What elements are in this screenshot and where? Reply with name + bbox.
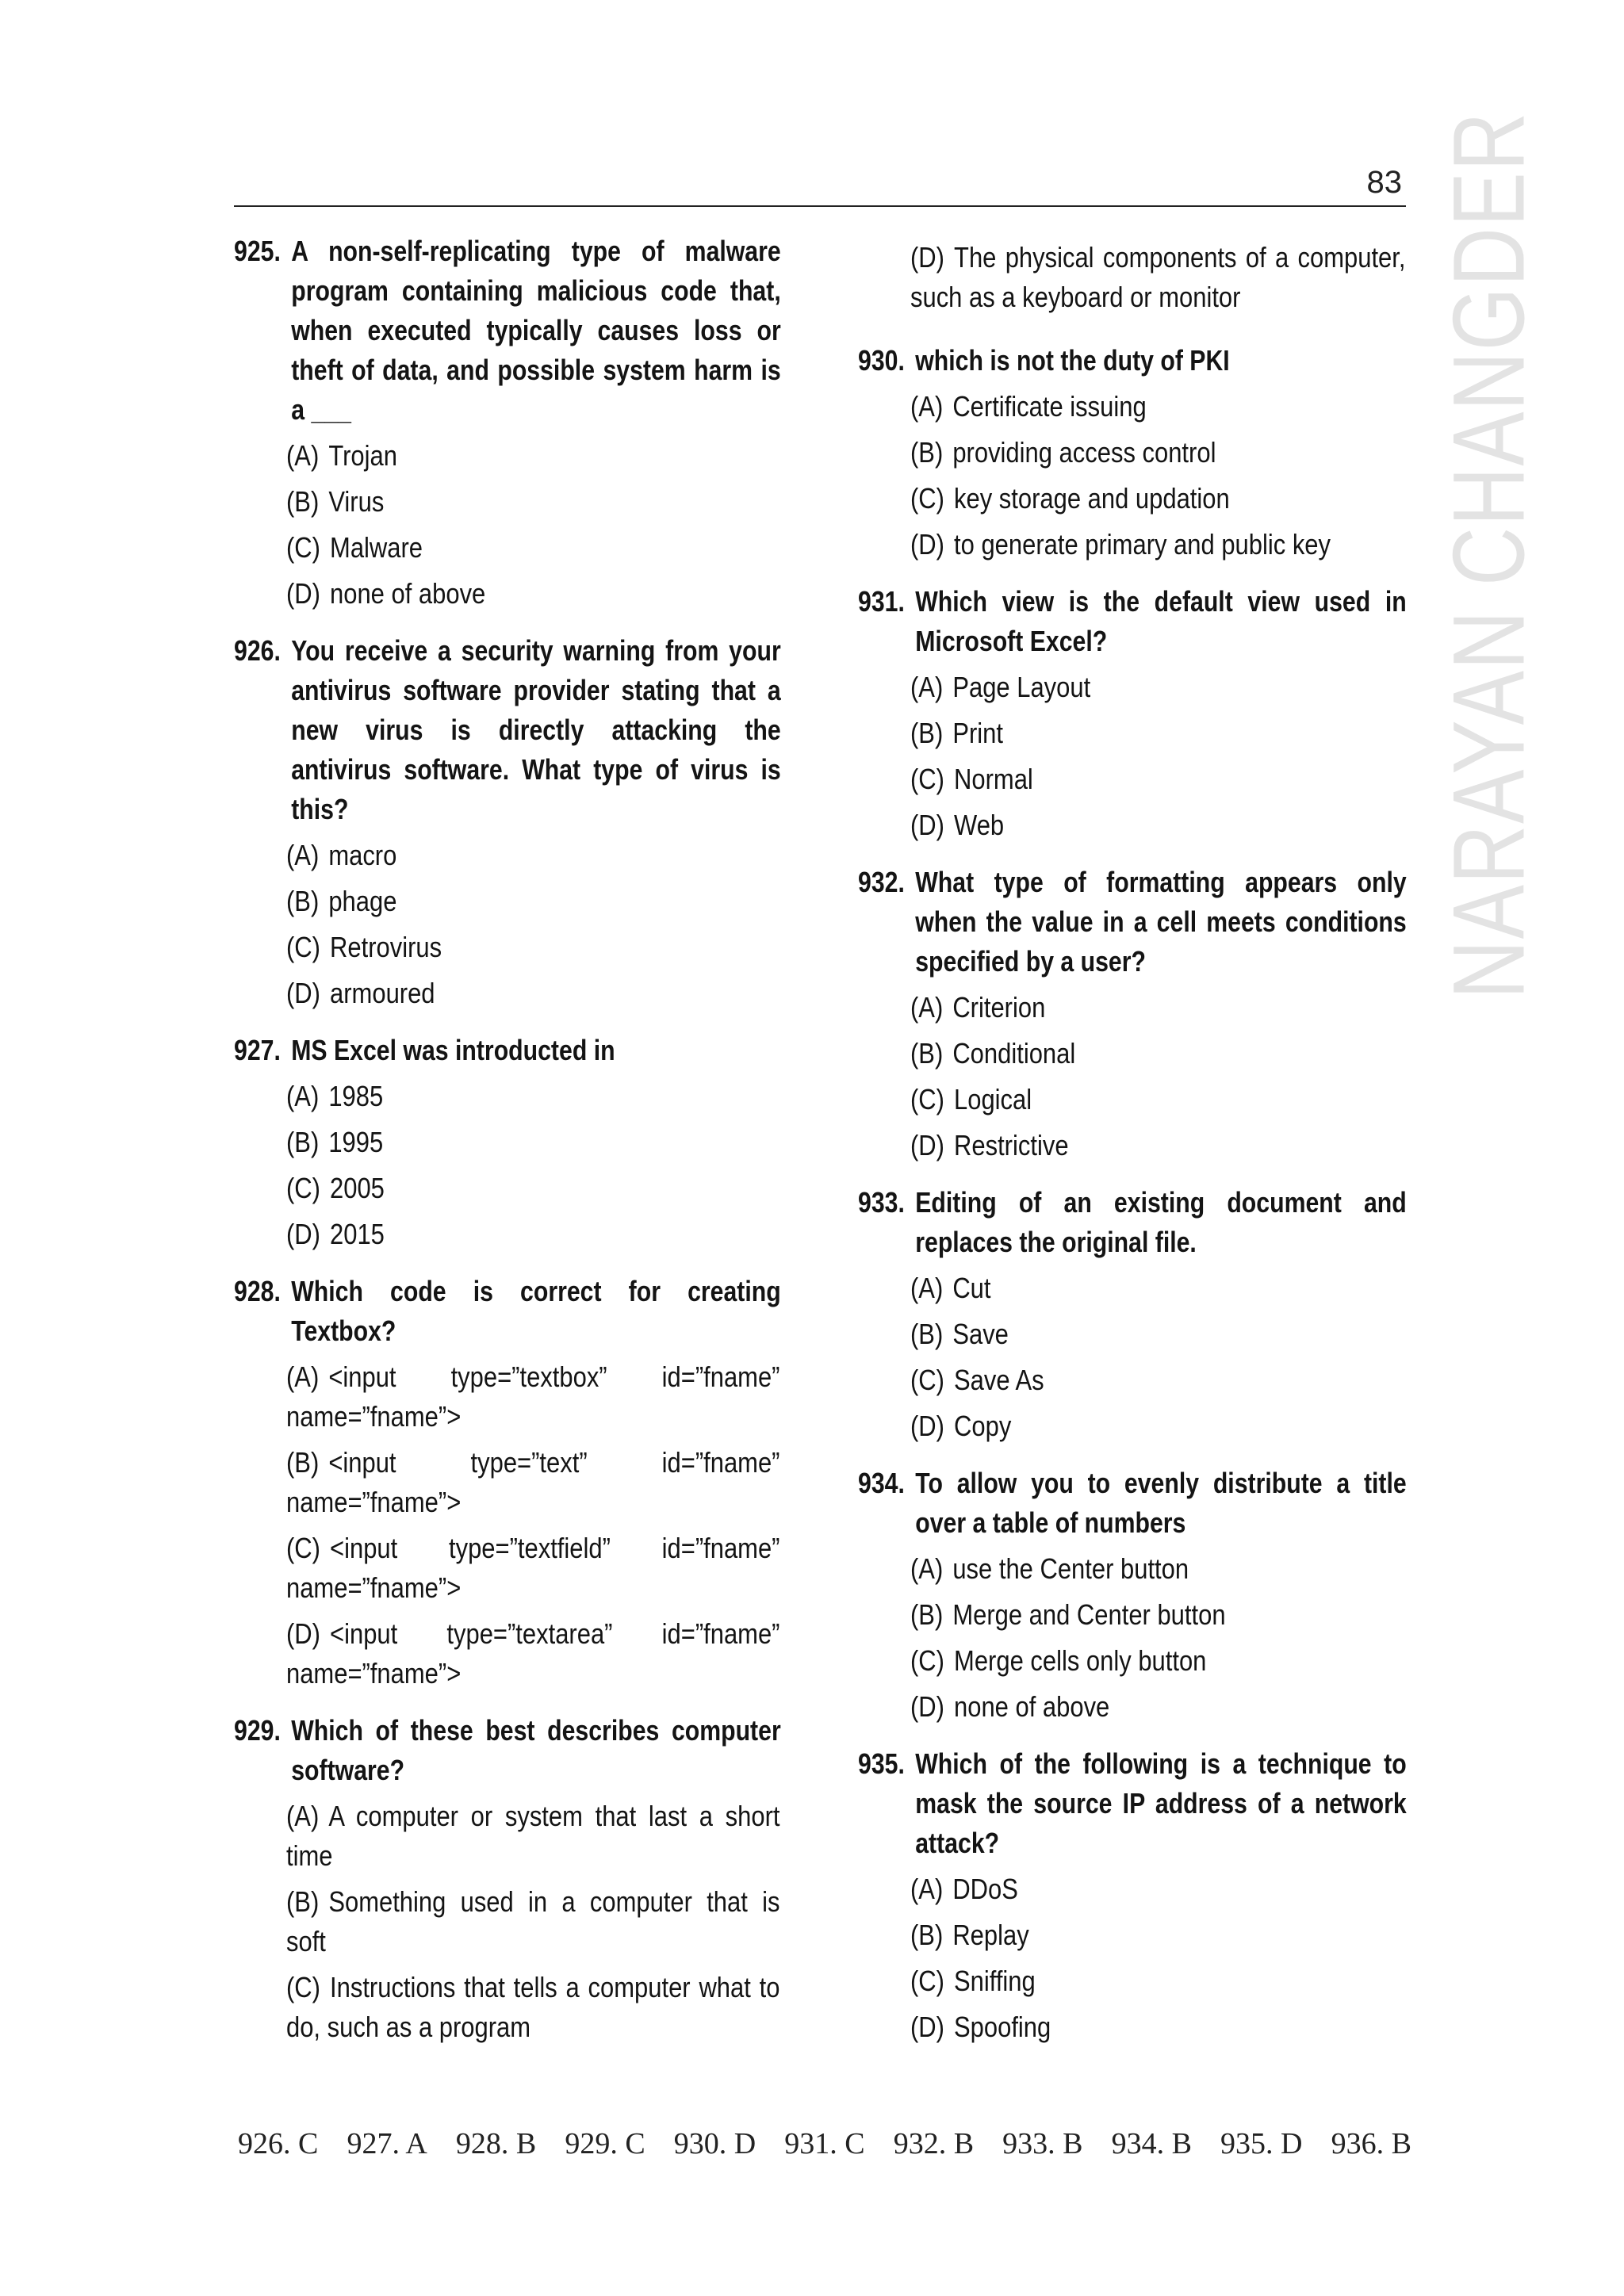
option-c: (C) key storage and updation [910, 482, 1230, 515]
question-text: Which of the following is a technique to mask the source IP address of a network attack? [915, 1747, 1407, 1859]
option-a: (A) A computer or system that last a short time [286, 1800, 780, 1872]
option-b: (B) phage [286, 885, 397, 917]
options [286, 436, 781, 614]
option-a: (A) 1985 [286, 1080, 384, 1112]
answer-item: 930. D [673, 2127, 756, 2160]
option-a: (A) <input type=”textbox” id=”fname” name=”fname”> [286, 1360, 780, 1433]
option-d: (D) to generate primary and public key [910, 528, 1331, 561]
option-a: (A) Cut [910, 1272, 991, 1304]
option-b: (B) Save [910, 1318, 1009, 1350]
option-d: (D) 2015 [286, 1218, 385, 1250]
options [910, 1549, 1407, 1727]
option-c: (C) Normal [910, 763, 1033, 795]
option-d: (D) The physical components of a computer, such as a keyboard or monitor [910, 241, 1406, 313]
question-number: 932. [858, 866, 905, 898]
option-d: (D) Copy [910, 1410, 1012, 1442]
question-926 [234, 631, 781, 1013]
options [910, 1869, 1407, 2047]
option-c: (C) Save As [910, 1364, 1044, 1396]
answer-item: 927. A [347, 2127, 427, 2160]
answer-item: 926. C [238, 2127, 319, 2160]
question-number: 929. [234, 1714, 281, 1747]
answer-item: 935. D [1220, 2127, 1303, 2160]
question-number: 930. [858, 344, 905, 377]
question-number: 927. [234, 1034, 281, 1066]
option-a: (A) use the Center button [910, 1552, 1189, 1585]
answer-item: 928. B [455, 2127, 537, 2160]
option-c: (C) Malware [286, 531, 423, 564]
option-a: (A) Trojan [286, 439, 397, 472]
option-c: (C) Sniffing [910, 1965, 1036, 1997]
option-b: (B) 1995 [286, 1126, 384, 1158]
answer-key [238, 2126, 1411, 2161]
question-number: 926. [234, 634, 281, 667]
options [286, 1357, 781, 1693]
question-text: A non-self-replicating type of malware program containing malicious code that, when executed typically causes loss or theft of data, and possible system harm is a ___ [291, 235, 781, 426]
question-925 [234, 232, 781, 614]
right-column [858, 232, 1407, 2064]
question-932 [858, 863, 1407, 1165]
question-number: 934. [858, 1467, 905, 1499]
question-927 [234, 1031, 781, 1254]
option-d: (D) Web [910, 809, 1005, 841]
option-d: (D) Restrictive [910, 1129, 1069, 1161]
options [910, 988, 1407, 1165]
answer-item: 936. B [1331, 2127, 1411, 2160]
question-933 [858, 1183, 1407, 1446]
question-text: which is not the duty of PKI [915, 344, 1230, 377]
question-text: Which view is the default view used in Microsoft Excel? [915, 585, 1407, 657]
option-a: (A) Criterion [910, 991, 1046, 1024]
question-929 [234, 1711, 781, 2047]
options [910, 387, 1407, 564]
question-text: Which code is correct for creating Textbox? [291, 1275, 781, 1347]
question-number: 935. [858, 1747, 905, 1780]
answer-item: 933. B [1002, 2127, 1083, 2160]
option-b: (B) Virus [286, 485, 385, 518]
option-d: (D) Spoofing [910, 2011, 1051, 2043]
question-text: What type of formatting appears only when the value in a cell meets conditions specified by a user? [915, 866, 1407, 978]
question-text: Editing of an existing document and replaces the original file. [915, 1186, 1407, 1258]
question-number: 925. [234, 235, 281, 267]
options [286, 1797, 781, 2047]
option-a: (A) DDoS [910, 1873, 1018, 1905]
question-934 [858, 1464, 1407, 1727]
option-c: (C) <input type=”textfield” id=”fname” name=”fname”> [286, 1532, 780, 1604]
watermark-text: NARAYAN CHANGDER [1432, 111, 1546, 999]
options [910, 1269, 1407, 1446]
option-a: (A) macro [286, 839, 397, 871]
question-930 [858, 341, 1407, 564]
answer-item: 929. C [565, 2127, 645, 2160]
option-d: (D) none of above [910, 1690, 1110, 1723]
option-a: (A) Certificate issuing [910, 390, 1147, 423]
question-text: Which of these best describes computer software? [291, 1714, 781, 1786]
option-a: (A) Page Layout [910, 671, 1091, 703]
page-number: 83 [1366, 165, 1402, 200]
question-935 [858, 1744, 1407, 2047]
option-c: (C) 2005 [286, 1172, 385, 1204]
option-c: (C) Merge cells only button [910, 1644, 1207, 1677]
question-text: To allow you to evenly distribute a title over a table of numbers [915, 1467, 1407, 1539]
options [286, 836, 781, 1013]
option-d: (D) none of above [286, 577, 486, 610]
question-number: 928. [234, 1275, 281, 1307]
question-number: 931. [858, 585, 905, 618]
option-b: (B) Print [910, 717, 1003, 749]
option-b: (B) Replay [910, 1919, 1029, 1951]
option-b: (B) <input type=”text” id=”fname” name=”fname”> [286, 1446, 780, 1518]
question-text: You receive a security warning from your antivirus software provider stating that a new virus is directly attacking the antivirus software. What type of virus is this? [291, 634, 781, 825]
question-929-continued [910, 238, 1407, 317]
left-column [234, 232, 781, 2064]
header-rule [234, 205, 1406, 207]
options [910, 668, 1407, 845]
answer-item: 932. B [893, 2127, 975, 2160]
option-b: (B) Something used in a computer that is soft [286, 1885, 780, 1957]
option-c: (C) Logical [910, 1083, 1032, 1115]
option-c: (C) Retrovirus [286, 931, 442, 963]
option-b: (B) providing access control [910, 436, 1216, 469]
question-number: 933. [858, 1186, 905, 1219]
question-text: MS Excel was introducted in [291, 1034, 615, 1066]
option-c: (C) Instructions that tells a computer what to do, such as a program [286, 1971, 780, 2043]
option-d: (D) armoured [286, 977, 435, 1009]
question-931 [858, 582, 1407, 845]
answer-item: 934. B [1111, 2127, 1192, 2160]
option-d: (D) <input type=”textarea” id=”fname” name=”fname”> [286, 1617, 780, 1689]
options [286, 1077, 781, 1254]
answer-item: 931. C [784, 2127, 865, 2160]
option-b: (B) Conditional [910, 1037, 1076, 1070]
option-b: (B) Merge and Center button [910, 1598, 1226, 1631]
question-928 [234, 1272, 781, 1693]
